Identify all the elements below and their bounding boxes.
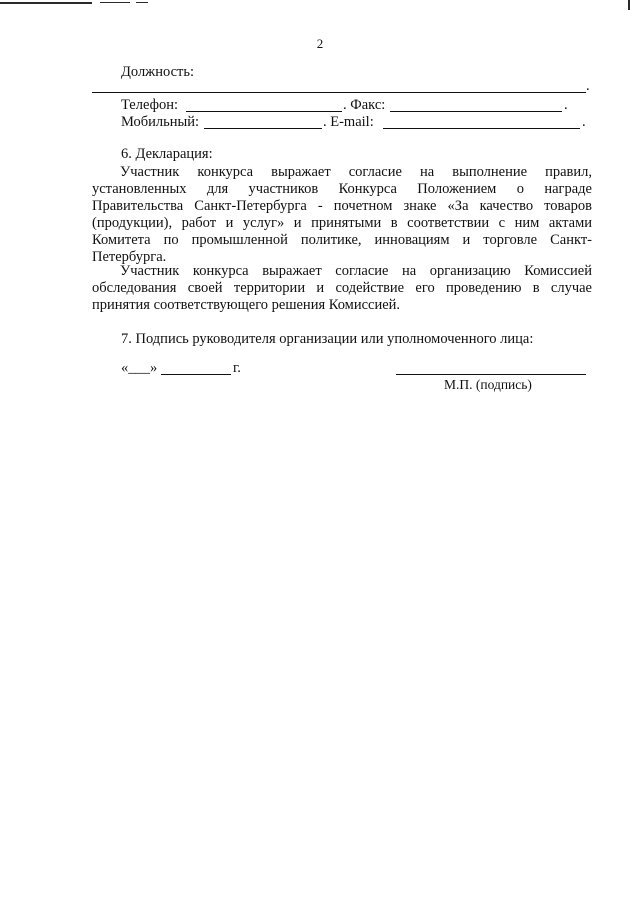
date-year-suffix: г. <box>233 360 241 376</box>
declaration-paragraph-1: Участник конкурса выражает согласие на выполнение правил, установленных для участников Конкурса Положением о награде Правительства Санкт-Петербурга - почетном знаке «За качество товаров (продукции), работ и услуг» и принятыми в соответствии с ним актами Комитета по промышленной политике, инновациям и торговле Санкт-Петербурга. <box>92 164 592 265</box>
email-label: . E-mail: <box>323 114 374 130</box>
position-field-line[interactable] <box>92 92 586 93</box>
date-month-field-line[interactable] <box>161 374 231 375</box>
scan-artifact-line <box>0 2 92 4</box>
date-day-field[interactable]: «___» <box>121 360 158 376</box>
declaration-paragraph-2: Участник конкурса выражает согласие на организацию Комиссией обследования своей территории и содействие его проведению в случае принятия соответствующего решения Комиссией. <box>92 263 592 313</box>
mobile-label: Мобильный: <box>121 114 200 130</box>
email-end-dot: . <box>582 114 586 130</box>
email-field-line[interactable] <box>383 128 580 129</box>
position-end-dot: . <box>586 78 590 94</box>
position-label: Должность: <box>121 64 194 80</box>
signature-field-line[interactable] <box>396 374 586 375</box>
signature-heading: 7. Подпись руководителя организации или уполномоченного лица: <box>121 331 534 347</box>
scan-artifact-line <box>100 2 130 3</box>
fax-field-line[interactable] <box>390 111 562 112</box>
page-number: 2 <box>316 36 324 51</box>
fax-label: . Факс: <box>343 97 386 113</box>
stamp-signature-caption: М.П. (подпись) <box>444 377 532 392</box>
scan-artifact-line <box>136 2 148 3</box>
declaration-heading: 6. Декларация: <box>121 146 213 162</box>
scan-artifact-line <box>628 0 630 10</box>
mobile-field-line[interactable] <box>204 128 322 129</box>
phone-field-line[interactable] <box>186 111 342 112</box>
phone-label: Телефон: <box>121 97 179 113</box>
fax-end-dot: . <box>564 97 568 113</box>
